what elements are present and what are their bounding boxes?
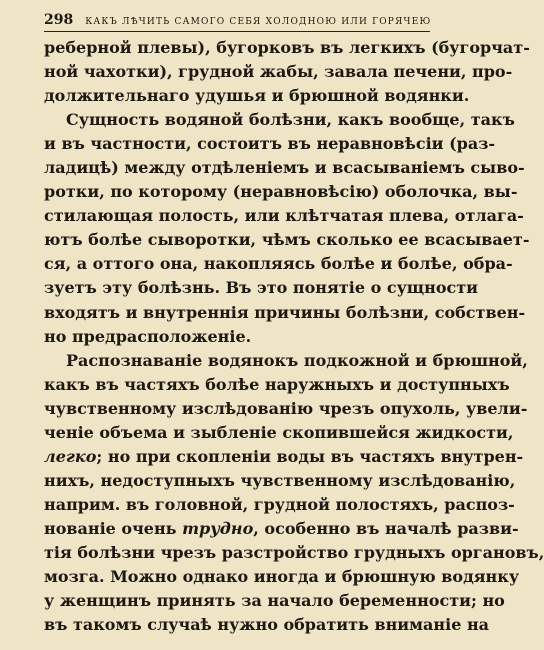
text-line: ной чахотки), грудной жабы, завала печени, про- [44, 62, 513, 82]
line-tail: ; но при скопленіи воды въ частяхъ внутрен- [96, 446, 524, 466]
line-tail: , особенно въ началѣ разви- [253, 518, 519, 538]
text-line: реберной плевы), бугорковъ въ легкихъ (бугорчат- [44, 38, 530, 57]
text-line: Сущность водяной болѣзни, какъ вообще, такъ [66, 110, 515, 130]
text-line: ладицѣ) между отдѣленіемъ и всасываніемъ сыво- [44, 158, 525, 178]
emphasis-word: легко [44, 446, 97, 466]
text-line: ротки, по которому (неравновѣсію) оболочка, вы- [44, 182, 518, 202]
page-number: 298 [44, 12, 74, 28]
page-header [44, 12, 430, 30]
text-line: тія болѣзни чрезъ разстройство грудныхъ органовъ, [44, 542, 544, 562]
text-line: чувственному изслѣдованію чрезъ опухоль, увели- [44, 398, 528, 418]
text-line-emphasis [44, 445, 524, 469]
emphasis-word: трудно [182, 518, 254, 538]
text-line: но предрасположеніе. [44, 326, 252, 346]
text-line: и въ частности, состоитъ въ неравновѣсіи (раз- [44, 134, 496, 154]
text-line: стилающая полость, или клѣтчатая плева, отлага- [44, 206, 524, 226]
text-line: какъ въ частяхъ болѣе наружныхъ и доступныхъ [44, 374, 510, 394]
running-head: КАКЪ ЛѢЧИТЬ САМОГО СЕБЯ ХОЛОДНОЮ ИЛИ ГОРЯЧЕЮ [85, 17, 432, 27]
body-text [44, 36, 544, 637]
text-line: ся, а оттого она, накопляясь болѣе и болѣе, обра- [44, 254, 513, 274]
text-line-emphasis [44, 517, 519, 541]
text-line: въ такомъ случаѣ нужно обратить вниманіе на [44, 615, 490, 635]
text-line: входятъ и внутреннія причины болѣзни, собствен- [44, 302, 526, 322]
text-line: должительнаго удушья и брюшной водянки. [44, 86, 470, 106]
text-line: у женщинъ принять за начало беременности; но [44, 591, 505, 611]
text-line: зуетъ эту болѣзнь. Въ это понятіе о сущности [44, 278, 479, 298]
text-line: нихъ, недоступныхъ чувственному изслѣдованію, [44, 470, 516, 490]
text-line: ченіе объема и зыбленіе скопившейся жидкости, [44, 422, 514, 442]
text-line: ютъ болѣе сыворотки, чѣмъ сколько ее всасывает- [44, 230, 530, 250]
line-lead: нованіе очень [44, 518, 183, 538]
text-line: мозга. Можно однако иногда и брюшную водянку [44, 567, 520, 587]
text-line: наприм. въ головной, грудной полостяхъ, распоз- [44, 494, 515, 514]
text-line: Распознаваніе водянокъ подкожной и брюшной, [66, 350, 528, 370]
header-rule [44, 31, 430, 32]
